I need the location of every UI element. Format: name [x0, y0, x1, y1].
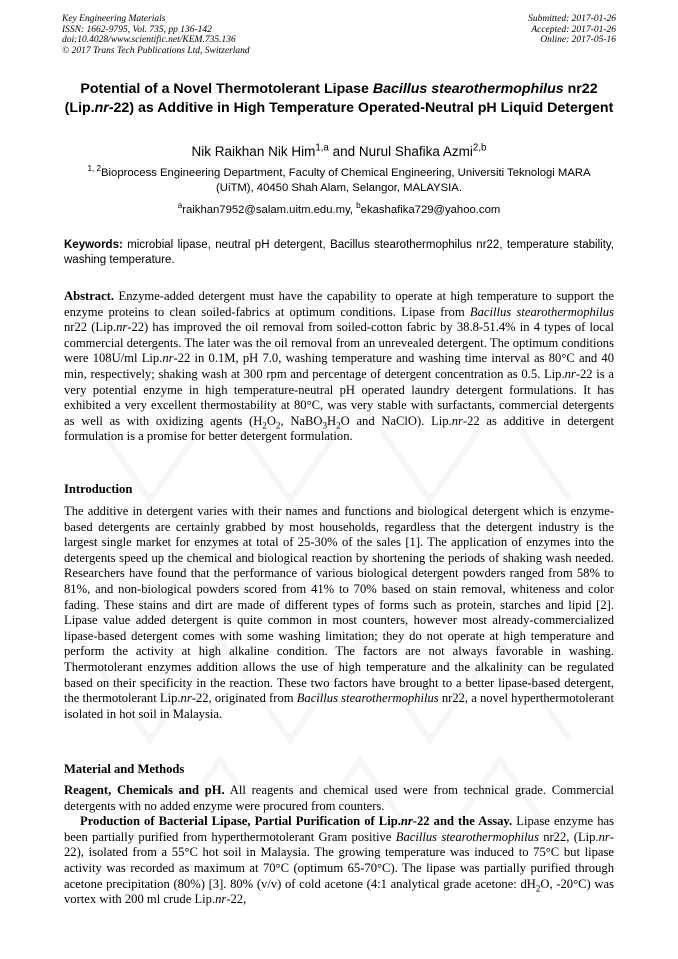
methods-subscript: 2	[535, 883, 541, 894]
email-sup: a	[177, 201, 183, 211]
email-link[interactable]: ekashafika729@yahoo.com	[360, 204, 501, 216]
introduction-paragraph	[64, 504, 614, 722]
label-text: -22 and the Assay.	[412, 814, 513, 829]
accepted-date: Accepted: 2017-01-26	[531, 24, 616, 35]
intro-italic: Bacillus stearothermophilus	[296, 691, 439, 706]
journal-header	[62, 14, 250, 56]
abstract-text: H	[327, 413, 337, 428]
intro-text: -22, originated from	[191, 691, 297, 706]
methods-text: -22), isolated from a 55°C hot soil in Malaysia. The growing temperature was induced to 75°C but lipase activity was recorded as maximum at 70°C (optimum 65-70°C). The lipase was partially purified through acetone precipitation (80%) [3]. 80% (v/v) of cold acetone (4:1 analytical grade acetone: dH	[64, 829, 614, 891]
abstract-text: Enzyme-added detergent must have the capability to operate at high temperature to support the enzyme proteins to clean soiled-fabrics at optimum conditions. Lipase from	[64, 289, 614, 319]
methods-italic: Bacillus stearothermophilus	[395, 829, 539, 844]
abstract-text: O	[266, 413, 276, 428]
journal-copyright: © 2017 Trans Tech Publications Ltd, Switzerland	[62, 45, 250, 56]
abstract-text: O and NaClO). Lip.	[340, 413, 452, 428]
abstract-italic: Bacillus stearothermophilus	[469, 304, 614, 319]
methods-italic: nr	[215, 892, 227, 907]
journal-name: Key Engineering Materials	[62, 14, 166, 24]
paragraph-label	[80, 814, 512, 828]
paper-title	[56, 80, 622, 118]
title-text: nr22 (Lip.	[64, 81, 598, 116]
affiliation	[70, 166, 608, 196]
abstract-text: -22 is a very potential enzyme in high temperature-neutral pH operated laundry detergent formulations. It has exhibited a very excellent thermostability at 80°C, was very stable with surfactants, commercial detergents as well as with oxidizing agents (H	[64, 366, 614, 428]
methods-text: Lipase enzyme has been partially purified from hyperthermotolerant Gram positive	[64, 814, 614, 844]
abstract-text: , NaBO	[280, 413, 323, 428]
methods-text: O, -20°C) was vortex with 200 ml crude Lip.	[64, 876, 614, 907]
keywords-label: Keywords:	[64, 239, 123, 251]
methods-paragraph-reagents	[64, 783, 614, 814]
methods-section	[64, 783, 614, 908]
intro-italic: nr	[180, 691, 192, 706]
intro-text: The additive in detergent varies with their names and functions and biological detergent which is enzyme-based detergents are certainly grabbed by most households, regardless that the detergent industry is the largest single market for enzymes at total of 25-30% of the sales [1]. The application of enzymes into the detergents speed up the chemical and biological reaction by shortening the periods of shaking wash needed. Researchers have found that the performance of various biological detergent powders ranged from 58% to 81%, and non-biological powders scored from 41% to 70% based on stain removal, whiteness and color fading. These stains and dirt are made of different types of forms such as protein, starches and lipid [2]. Lipase value added detergent is quite common in most counters, however most already-commercialized lipase-based detergent comes with some washing limitation; they do not operate at high temperature and perform the activity at high alkaline condition. The factors are not always favorable in washing. Thermotolerant enzymes addition allows the use of high temperature and the alkalinity can be regulated based on their specificity in the reaction. These two factors have brought to a better lipase-based detergent, the thermotolerant Lip.	[64, 504, 614, 706]
author-affil-sup: 2,b	[472, 142, 487, 154]
abstract-italic: nr	[451, 413, 463, 428]
methods-text: All reagents and chemical used were from technical grade. Commercial detergents with no added enzyme were procured from counters.	[64, 783, 614, 813]
title-strain: nr	[94, 100, 109, 116]
methods-italic: nr	[598, 829, 610, 844]
abstract-text: -22 as additive in detergent formulation is a promise for better detergent formulation.	[64, 413, 614, 444]
methods-paragraph-production	[64, 814, 614, 908]
abstract-italic: nr	[162, 351, 174, 366]
abstract-subscript: 3	[322, 420, 328, 431]
email-sup: b	[356, 201, 361, 211]
abstract-subscript: 2	[262, 420, 267, 431]
online-date: Online: 2017-05-16	[540, 35, 616, 46]
methods-text: nr22, (Lip.	[538, 829, 599, 844]
title-species: Bacillus stearothermophilus	[372, 81, 564, 97]
abstract-subscript: 2	[275, 420, 281, 431]
keywords	[64, 238, 614, 268]
label-text: Production of Bacterial Lipase, Partial Purification of Lip.	[80, 814, 401, 829]
section-heading-methods: Material and Methods	[64, 762, 185, 776]
author-affil-sup: 1,a	[315, 142, 329, 154]
abstract-italic: nr	[564, 366, 576, 381]
author-name: Nik Raikhan Nik Him	[191, 144, 316, 159]
journal-doi: doi:10.4028/www.scientific.net/KEM.735.136	[62, 35, 236, 46]
abstract-text: nr22 (Lip.	[64, 320, 117, 335]
title-text: -22) as Additive in High Temperature Operated-Neutral pH Liquid Detergent	[108, 100, 614, 116]
abstract-label: Abstract.	[64, 289, 115, 303]
affiliation-text: Bioprocess Engineering Department, Faculty of Chemical Engineering, Universiti Teknologi MARA (UiTM), 40450 Shah Alam, Selangor, MALAYSIA.	[101, 167, 591, 194]
methods-text: -22,	[226, 892, 247, 907]
label-italic: nr	[400, 814, 413, 829]
author-emails	[56, 203, 622, 218]
author-conjunction: and	[328, 144, 359, 159]
journal-issn: ISSN: 1662-9795, Vol. 735, pp 136-142	[62, 24, 212, 35]
abstract	[64, 289, 614, 445]
dates-header	[528, 14, 616, 46]
affiliation-sup: 1, 2	[87, 164, 101, 174]
keywords-text: microbial lipase, neutral pH detergent, Bacillus stearothermophilus nr22, temperature stability, washing temperature.	[64, 239, 614, 266]
abstract-text: -22 in 0.1M, pH 7.0, washing temperature and washing time interval as 80°C and 40 min, respectively; shaking wash at 300 rpm and percentage of detergent concentration as 0.5. Lip.	[64, 351, 614, 381]
section-heading-introduction: Introduction	[64, 482, 133, 496]
title-text: Potential of a Novel Thermotolerant Lipase	[80, 81, 373, 97]
abstract-subscript: 2	[336, 420, 341, 431]
submitted-date: Submitted: 2017-01-26	[528, 14, 616, 24]
author-list	[56, 143, 622, 160]
email-link[interactable]: raikhan7952@salam.uitm.edu.my,	[182, 204, 357, 216]
abstract-text: -22) has improved the oil removal from soiled-cotton fabric by 38.8-51.4% in 4 types of local commercial detergents. The later was the oil removal from an unrevealed detergent. The optimum conditions were 108U/ml Lip.	[64, 320, 614, 366]
author-name: Nurul Shafika Azmi	[358, 144, 473, 159]
abstract-italic: nr	[116, 320, 128, 335]
intro-text: nr22, a novel hyperthermotolerant isolated in hot soil in Malaysia.	[64, 691, 614, 721]
paragraph-label: Reagent, Chemicals and pH.	[64, 783, 225, 797]
